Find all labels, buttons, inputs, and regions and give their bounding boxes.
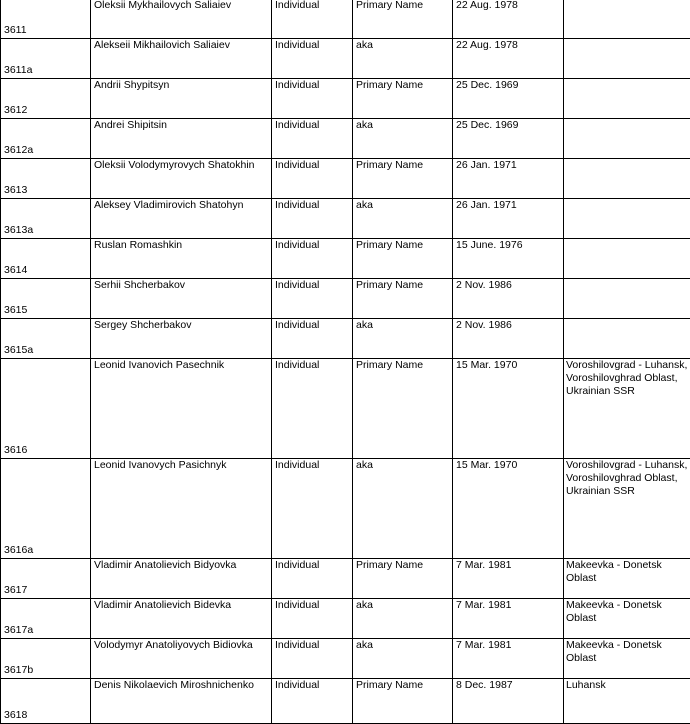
entry-type-cell <box>272 459 353 559</box>
place-of-birth-line: Makeevka - Donetsk <box>566 559 690 572</box>
entry-name-cell <box>91 359 272 459</box>
entry-name: Alekseii Mikhailovich Saliaiev <box>94 39 230 51</box>
entry-id-cell <box>1 319 91 359</box>
name-type: aka <box>356 319 373 331</box>
table-row <box>1 559 690 599</box>
entry-name-cell <box>91 239 272 279</box>
entry-name: Aleksey Vladimirovich Shatohyn <box>94 199 243 211</box>
date-of-birth: 7 Mar. 1981 <box>456 559 511 571</box>
place-of-birth-cell <box>564 159 690 199</box>
name-type: aka <box>356 459 373 471</box>
entry-id: 3612a <box>4 144 33 156</box>
place-of-birth-line: Voroshilovghrad Oblast, <box>566 372 690 385</box>
name-type-cell <box>353 159 453 199</box>
entry-type: Individual <box>275 79 319 91</box>
entry-id-cell <box>1 559 91 599</box>
date-of-birth-cell <box>453 599 564 639</box>
date-of-birth: 25 Dec. 1969 <box>456 119 518 131</box>
table-row <box>1 639 690 679</box>
entry-name: Vladimir Anatolievich Bidyovka <box>94 559 236 571</box>
place-of-birth-cell <box>564 599 690 639</box>
place-of-birth-line: Oblast <box>566 652 690 665</box>
date-of-birth: 26 Jan. 1971 <box>456 199 517 211</box>
entry-id-cell <box>1 239 91 279</box>
date-of-birth-cell <box>453 279 564 319</box>
entry-type: Individual <box>275 279 319 291</box>
entry-name-cell <box>91 159 272 199</box>
date-of-birth: 26 Jan. 1971 <box>456 159 517 171</box>
date-of-birth: 22 Aug. 1978 <box>456 39 518 51</box>
entry-id-cell <box>1 359 91 459</box>
name-type: aka <box>356 599 373 611</box>
entry-id-cell <box>1 459 91 559</box>
entry-type-cell <box>272 39 353 79</box>
entry-id: 3613a <box>4 224 33 236</box>
table-row <box>1 599 690 639</box>
date-of-birth-cell <box>453 459 564 559</box>
name-type: Primary Name <box>356 279 423 291</box>
table-body <box>1 0 690 724</box>
entry-name-cell <box>91 559 272 599</box>
place-of-birth-cell <box>564 559 690 599</box>
entry-type: Individual <box>275 0 319 11</box>
place-of-birth-line: Oblast <box>566 572 690 585</box>
place-of-birth-line: Oblast <box>566 612 690 625</box>
name-type-cell <box>353 199 453 239</box>
entry-id: 3617b <box>4 664 33 676</box>
entry-id: 3612 <box>4 104 27 116</box>
name-type: Primary Name <box>356 359 423 371</box>
entry-name-cell <box>91 279 272 319</box>
name-type-cell <box>353 39 453 79</box>
name-type: Primary Name <box>356 239 423 251</box>
entry-name-cell <box>91 319 272 359</box>
date-of-birth: 15 Mar. 1970 <box>456 359 517 371</box>
place-of-birth-cell <box>564 279 690 319</box>
entry-type-cell <box>272 639 353 679</box>
name-type: Primary Name <box>356 679 423 691</box>
entry-name-cell <box>91 459 272 559</box>
place-of-birth-cell <box>564 79 690 119</box>
place-of-birth-cell <box>564 0 690 39</box>
entry-name-cell <box>91 79 272 119</box>
name-type: Primary Name <box>356 159 423 171</box>
entry-name: Vladimir Anatolievich Bidevka <box>94 599 231 611</box>
entry-id: 3614 <box>4 264 27 276</box>
name-type: aka <box>356 199 373 211</box>
entry-type: Individual <box>275 159 319 171</box>
place-of-birth-cell <box>564 639 690 679</box>
date-of-birth: 15 Mar. 1970 <box>456 459 517 471</box>
place-of-birth-line: Ukrainian SSR <box>566 485 690 498</box>
entry-name-cell <box>91 599 272 639</box>
entry-type-cell <box>272 359 353 459</box>
name-type-cell <box>353 359 453 459</box>
name-type: aka <box>356 119 373 131</box>
date-of-birth: 25 Dec. 1969 <box>456 79 518 91</box>
date-of-birth-cell <box>453 39 564 79</box>
entry-id: 3615a <box>4 344 33 356</box>
entry-type: Individual <box>275 359 319 371</box>
entry-id: 3616a <box>4 544 33 556</box>
date-of-birth-cell <box>453 0 564 39</box>
date-of-birth: 8 Dec. 1987 <box>456 679 513 691</box>
entry-type: Individual <box>275 119 319 131</box>
entry-type: Individual <box>275 679 319 691</box>
entry-id: 3615 <box>4 304 27 316</box>
name-type: aka <box>356 39 373 51</box>
name-type: Primary Name <box>356 0 423 11</box>
date-of-birth-cell <box>453 639 564 679</box>
entry-name: Sergey Shcherbakov <box>94 319 191 331</box>
name-type-cell <box>353 279 453 319</box>
date-of-birth-cell <box>453 199 564 239</box>
table-row <box>1 199 690 239</box>
table-row <box>1 239 690 279</box>
name-type-cell <box>353 239 453 279</box>
place-of-birth-cell <box>564 359 690 459</box>
entry-type-cell <box>272 119 353 159</box>
date-of-birth: 22 Aug. 1978 <box>456 0 518 11</box>
entry-id: 3617a <box>4 624 33 636</box>
entry-type-cell <box>272 319 353 359</box>
name-type-cell <box>353 459 453 559</box>
entry-id: 3613 <box>4 184 27 196</box>
name-type: aka <box>356 639 373 651</box>
entry-type: Individual <box>275 459 319 471</box>
entry-type: Individual <box>275 39 319 51</box>
entry-type: Individual <box>275 319 319 331</box>
place-of-birth-cell <box>564 239 690 279</box>
name-type-cell <box>353 0 453 39</box>
entry-type-cell <box>272 159 353 199</box>
place-of-birth-cell <box>564 199 690 239</box>
entry-id: 3617 <box>4 584 27 596</box>
entry-name: Andrii Shypitsyn <box>94 79 169 91</box>
name-type: Primary Name <box>356 559 423 571</box>
place-of-birth-cell <box>564 39 690 79</box>
entry-type-cell <box>272 199 353 239</box>
entry-id: 3611a <box>4 64 32 76</box>
name-type-cell <box>353 119 453 159</box>
place-of-birth-line: Luhansk <box>566 679 690 692</box>
entry-id: 3616 <box>4 444 27 456</box>
name-type-cell <box>353 319 453 359</box>
table-row <box>1 39 690 79</box>
entry-name: Leonid Ivanovich Pasechnik <box>94 359 224 371</box>
entry-id-cell <box>1 279 91 319</box>
date-of-birth: 2 Nov. 1986 <box>456 279 512 291</box>
entry-id-cell <box>1 599 91 639</box>
entry-type-cell <box>272 239 353 279</box>
entry-type-cell <box>272 0 353 39</box>
entry-type-cell <box>272 79 353 119</box>
entry-id-cell <box>1 119 91 159</box>
date-of-birth: 7 Mar. 1981 <box>456 599 511 611</box>
entry-name: Leonid Ivanovych Pasichnyk <box>94 459 227 471</box>
entry-type: Individual <box>275 239 319 251</box>
place-of-birth-line: Voroshilovgrad - Luhansk, <box>566 459 690 472</box>
entry-name-cell <box>91 119 272 159</box>
place-of-birth-line: Voroshilovghrad Oblast, <box>566 472 690 485</box>
date-of-birth-cell <box>453 359 564 459</box>
entry-id-cell <box>1 159 91 199</box>
entry-name-cell <box>91 39 272 79</box>
entry-type-cell <box>272 559 353 599</box>
name-type-cell <box>353 639 453 679</box>
entry-id-cell <box>1 39 91 79</box>
date-of-birth-cell <box>453 559 564 599</box>
entry-name: Serhii Shcherbakov <box>94 279 185 291</box>
name-type: Primary Name <box>356 79 423 91</box>
date-of-birth-cell <box>453 119 564 159</box>
name-type-cell <box>353 79 453 119</box>
table-row <box>1 319 690 359</box>
entry-id: 3618 <box>4 709 27 721</box>
entry-type: Individual <box>275 559 319 571</box>
entry-id-cell <box>1 79 91 119</box>
entry-name: Denis Nikolaevich Miroshnichenko <box>94 679 254 691</box>
date-of-birth-cell <box>453 159 564 199</box>
date-of-birth-cell <box>453 79 564 119</box>
date-of-birth-cell <box>453 319 564 359</box>
entry-type-cell <box>272 599 353 639</box>
date-of-birth: 7 Mar. 1981 <box>456 639 511 651</box>
table-row <box>1 159 690 199</box>
entry-type-cell <box>272 279 353 319</box>
date-of-birth-cell <box>453 239 564 279</box>
date-of-birth: 15 June. 1976 <box>456 239 523 251</box>
name-type-cell <box>353 559 453 599</box>
entry-id-cell <box>1 199 91 239</box>
entry-id-cell <box>1 639 91 679</box>
place-of-birth-line: Makeevka - Donetsk <box>566 639 690 652</box>
entry-type: Individual <box>275 599 319 611</box>
place-of-birth-line: Ukrainian SSR <box>566 385 690 398</box>
place-of-birth-cell <box>564 319 690 359</box>
table-row <box>1 119 690 159</box>
table-row <box>1 279 690 319</box>
table-row <box>1 359 690 459</box>
place-of-birth-cell <box>564 459 690 559</box>
entry-name: Ruslan Romashkin <box>94 239 182 251</box>
entry-id: 3611 <box>4 24 27 36</box>
entry-name: Oleksii Volodymyrovych Shatokhin <box>94 159 255 171</box>
entry-name-cell <box>91 639 272 679</box>
table-row <box>1 0 690 39</box>
entry-name-cell <box>91 0 272 39</box>
date-of-birth: 2 Nov. 1986 <box>456 319 512 331</box>
place-of-birth-cell <box>564 119 690 159</box>
name-type-cell <box>353 599 453 639</box>
entry-name: Oleksii Mykhailovych Saliaiev <box>94 0 231 11</box>
entry-id-cell <box>1 0 91 39</box>
place-of-birth-line: Voroshilovgrad - Luhansk, <box>566 359 690 372</box>
entry-name: Andrei Shipitsin <box>94 119 167 131</box>
entry-type: Individual <box>275 639 319 651</box>
entry-name: Volodymyr Anatoliyovych Bidiovka <box>94 639 253 651</box>
entry-type: Individual <box>275 199 319 211</box>
place-of-birth-line: Makeevka - Donetsk <box>566 599 690 612</box>
table-row <box>1 459 690 559</box>
table-row <box>1 79 690 119</box>
entry-name-cell <box>91 199 272 239</box>
